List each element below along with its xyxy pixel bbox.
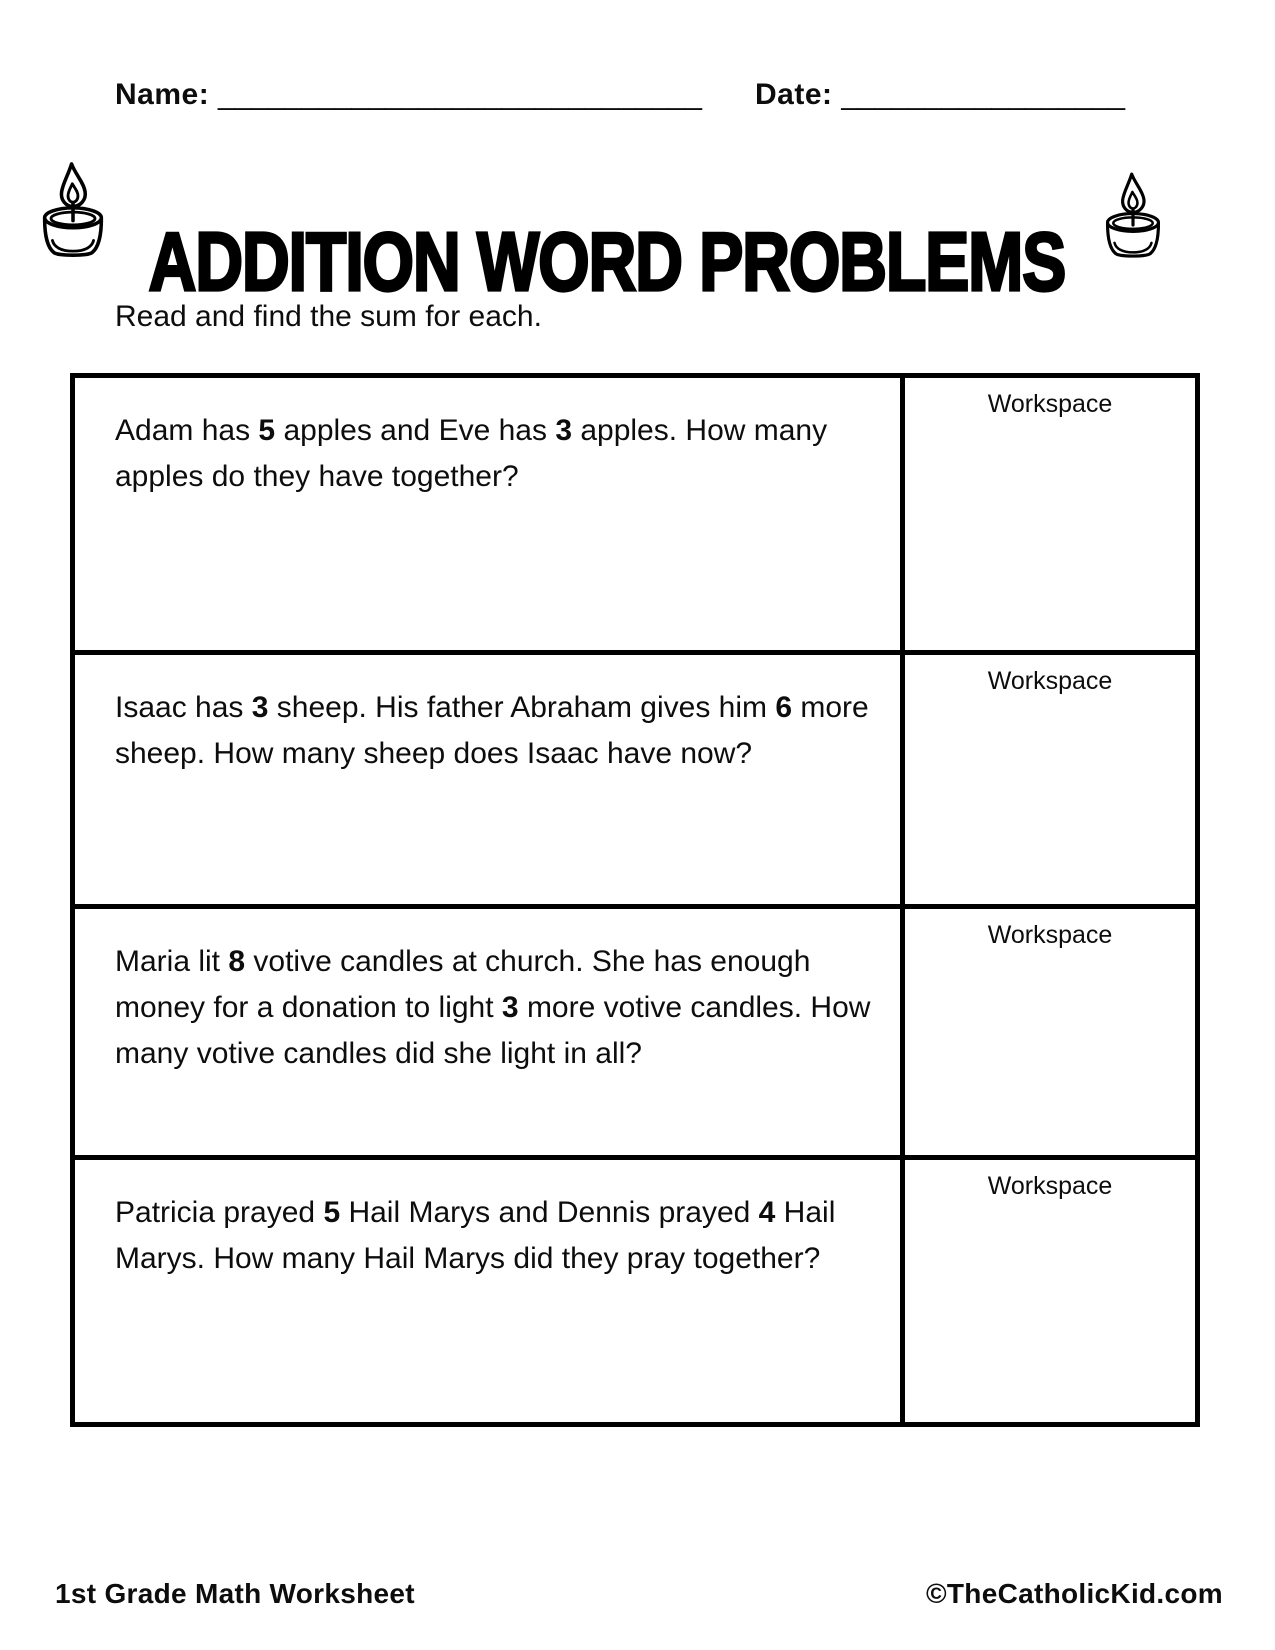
workspace-cell-4 — [900, 1160, 1195, 1422]
problem-text-3: Maria lit 8 votive candles at church. She has enough money for a donation to light 3 more votive candles. How many votive candles did she light in all? — [115, 945, 871, 1070]
name-label: Name: — [115, 78, 210, 111]
problem-text-1: Adam has 5 apples and Eve has 3 apples. How many apples do they have together? — [115, 414, 828, 493]
date-blank-line: _________________ — [841, 78, 1125, 111]
problem-text-4: Patricia prayed 5 Hail Marys and Dennis prayed 4 Hail Marys. How many Hail Marys did they pray together? — [115, 1196, 836, 1275]
footer-site-credit: ©TheCatholicKid.com — [925, 1578, 1223, 1609]
name-field — [115, 78, 702, 112]
problem-row-2 — [75, 650, 1195, 904]
problem-cell-1 — [75, 378, 900, 650]
footer-grade-label: 1st Grade Math Worksheet — [55, 1578, 415, 1609]
date-field — [755, 78, 1125, 112]
workspace-cell-1 — [900, 378, 1195, 650]
problem-row-1 — [75, 378, 1195, 650]
problem-cell-3 — [75, 909, 900, 1155]
page-title: ADDITION WORD PROBLEMS — [148, 215, 1066, 308]
name-blank-line: _____________________________ — [218, 78, 702, 111]
workspace-label: Workspace — [987, 390, 1113, 418]
votive-candle-icon — [34, 148, 112, 272]
problem-cell-4 — [75, 1160, 900, 1422]
page-footer — [55, 1578, 1223, 1610]
workspace-cell-2 — [900, 655, 1195, 904]
workspace-label: Workspace — [987, 921, 1113, 949]
problem-text-2: Isaac has 3 sheep. His father Abraham gives him 6 more sheep. How many sheep does Isaac have now? — [115, 691, 869, 770]
problem-cell-2 — [75, 655, 900, 904]
votive-candle-icon — [1098, 160, 1168, 271]
workspace-label: Workspace — [987, 1172, 1113, 1200]
workspace-cell-3 — [900, 909, 1195, 1155]
workspace-label: Workspace — [987, 667, 1113, 695]
problems-table — [70, 373, 1200, 1427]
instruction-text: Read and find the sum for each. — [115, 300, 542, 333]
problem-row-4 — [75, 1155, 1195, 1422]
date-label: Date: — [755, 78, 833, 111]
problem-row-3 — [75, 904, 1195, 1155]
